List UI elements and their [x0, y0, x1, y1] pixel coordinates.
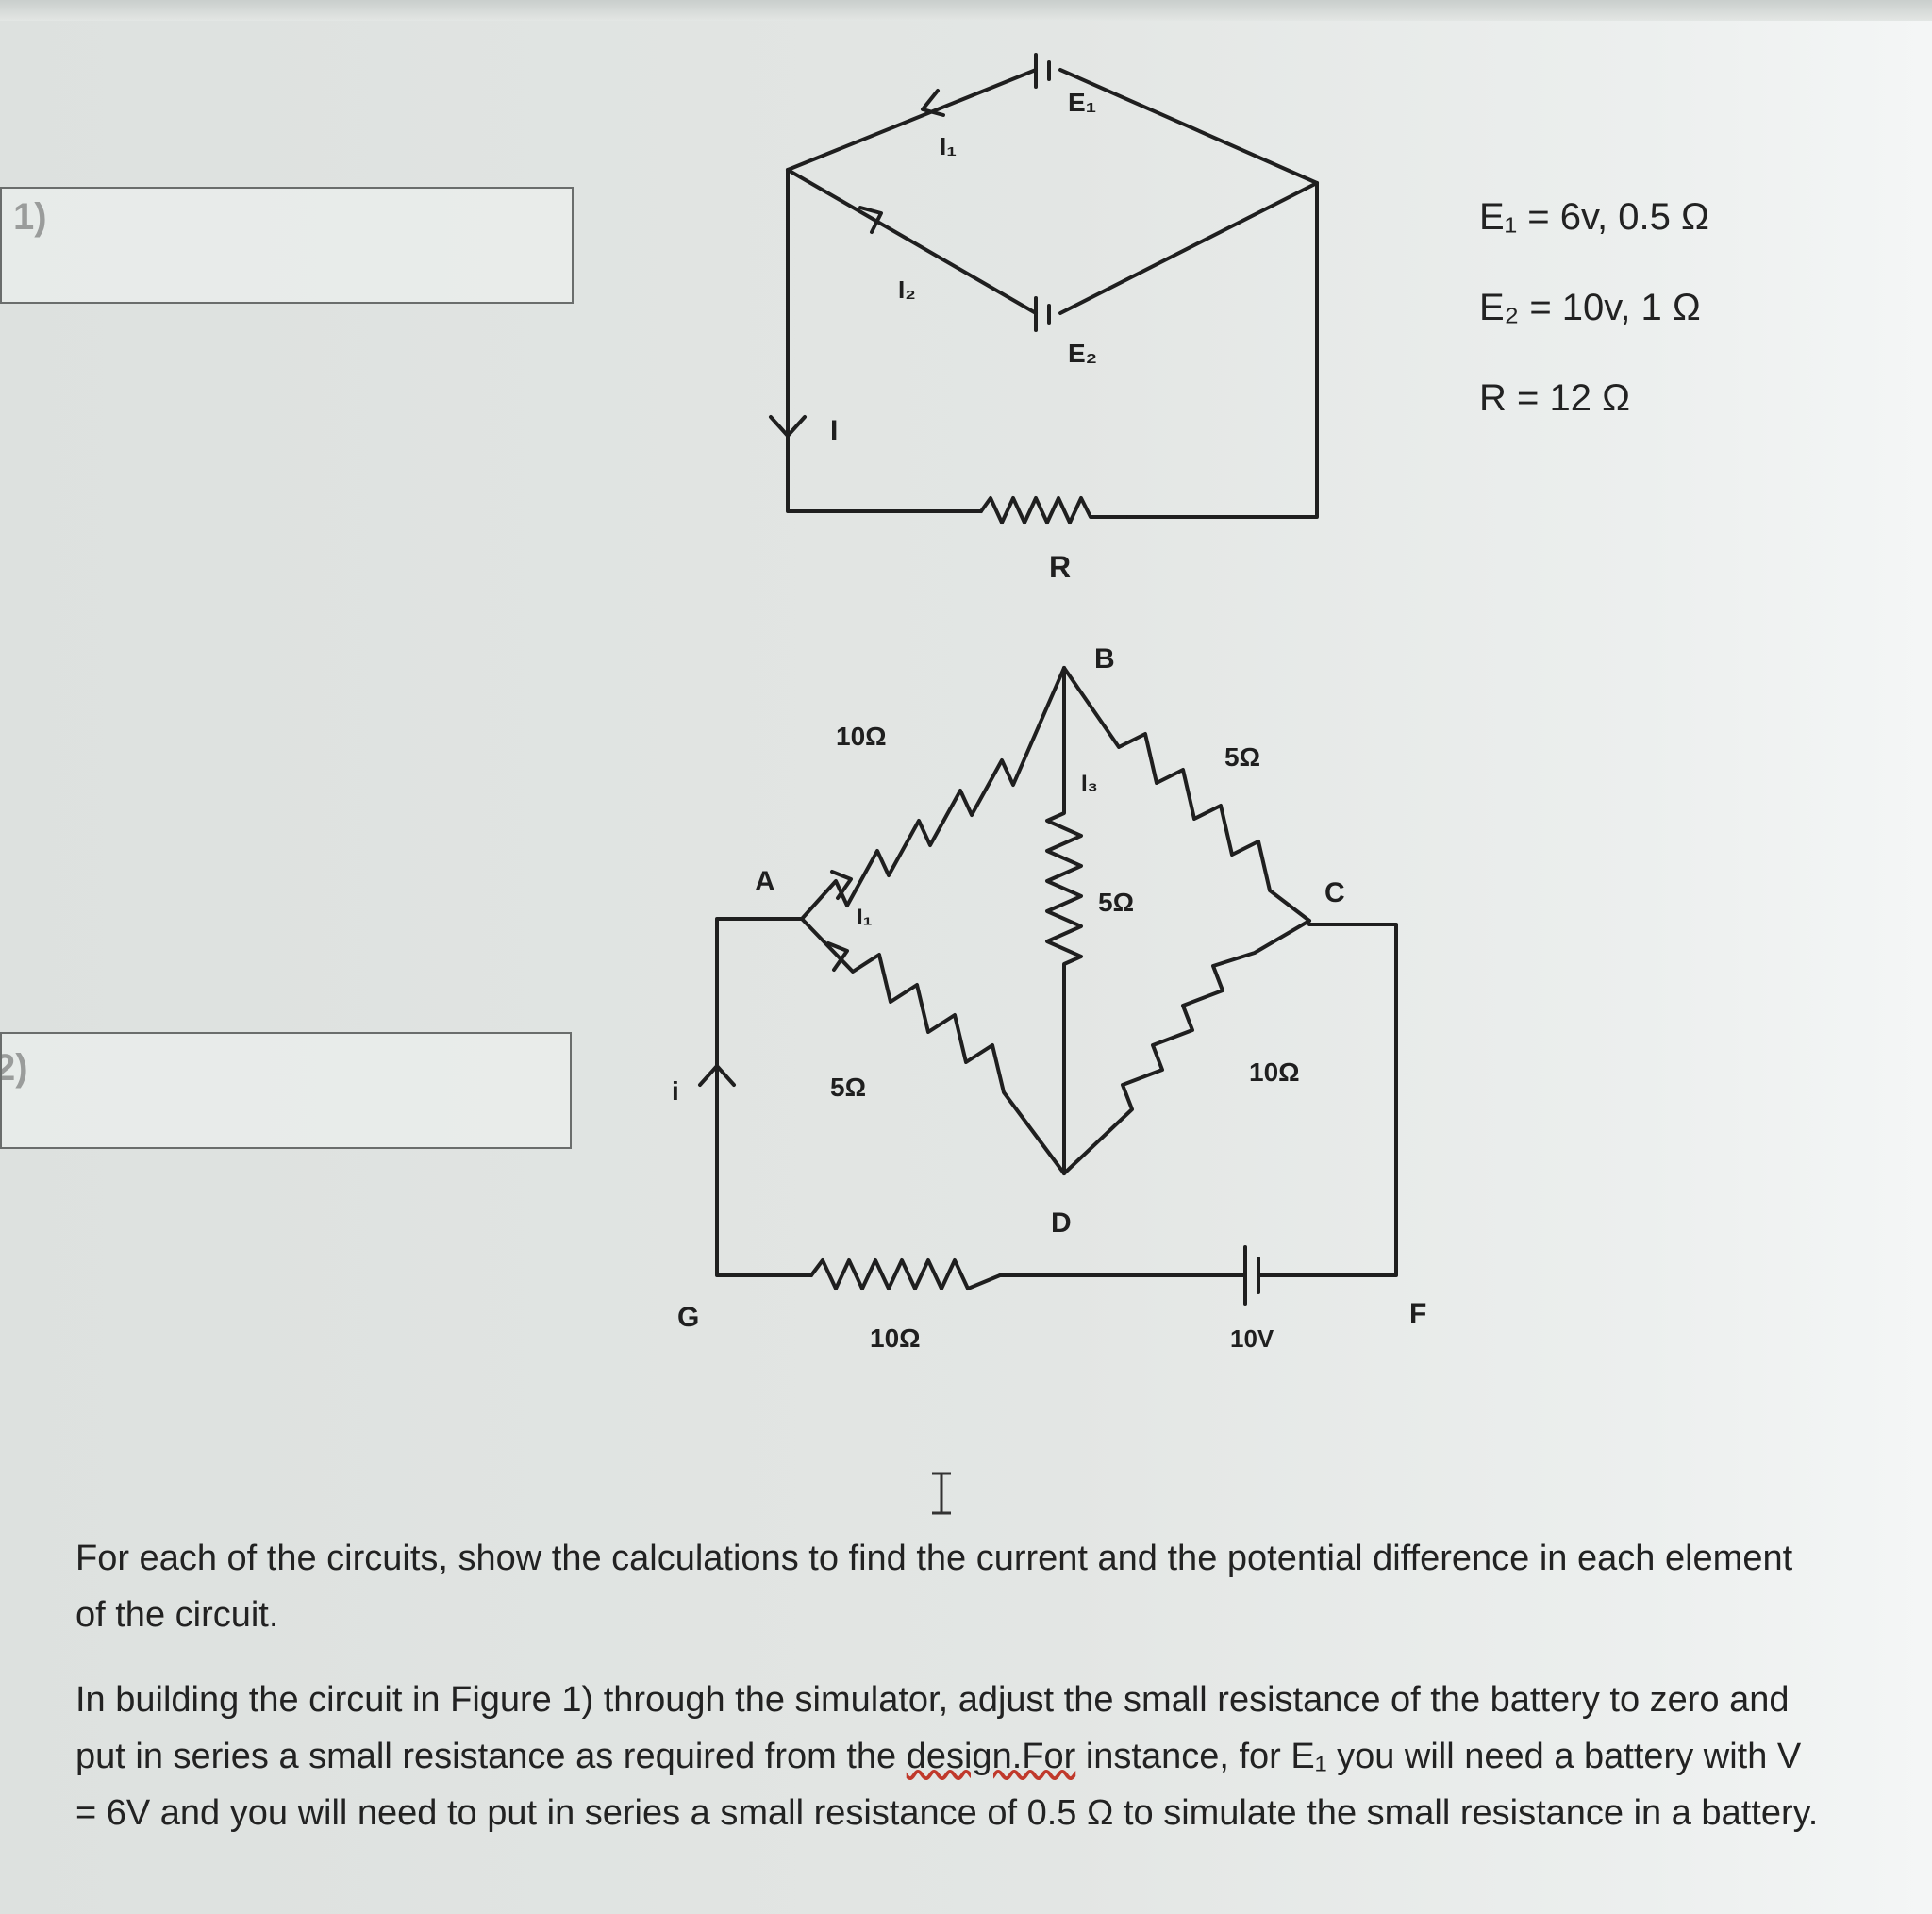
node-b: B — [1094, 643, 1115, 674]
node-g: G — [677, 1302, 700, 1333]
resistor-bd — [1047, 668, 1081, 1173]
resistor-bc — [1064, 668, 1309, 921]
label-e2: E₂ — [1068, 339, 1098, 368]
label-r-ab: 10Ω — [836, 722, 887, 751]
spellcheck-word[interactable]: design.For — [906, 1737, 1076, 1776]
instruction-paragraph-1: For each of the circuits, show the calculations to find the current and the potential difference in each element of the circuit. — [75, 1539, 1793, 1635]
node-f: F — [1409, 1298, 1427, 1329]
instruction-paragraph-2 — [75, 1672, 1830, 1841]
resistor-bottom — [811, 1260, 1000, 1289]
resistor-r — [981, 498, 1128, 523]
wire-right-f — [1258, 924, 1396, 1275]
given-e2: E₂ = 10v, 1 Ω — [1479, 287, 1701, 328]
label-i1: I₁ — [857, 905, 873, 930]
para-2-start: In building the circuit in Figure 1) through the simulator, adjust the small resistance of the battery to zero and put in series a small resistance as required from the — [75, 1680, 1790, 1776]
wire-top-right — [1060, 70, 1317, 183]
given-r: R = 12 Ω — [1479, 377, 1630, 419]
label-r-ad: 5Ω — [830, 1073, 867, 1102]
label-r-dc: 10Ω — [1249, 1057, 1300, 1087]
wire-top-left — [788, 70, 1036, 170]
label-r-bottom: 10Ω — [870, 1323, 921, 1353]
wire-right — [1128, 183, 1317, 517]
figure-1-given-values — [1479, 196, 1709, 420]
label-i: i — [672, 1076, 679, 1106]
node-d: D — [1051, 1207, 1072, 1239]
figure-1-circuit — [771, 55, 1317, 584]
label-r-bd: 5Ω — [1098, 888, 1135, 917]
text-cursor-icon — [932, 1473, 951, 1513]
wire-mid-right — [1060, 183, 1317, 313]
arrow-i1-icon — [923, 91, 943, 115]
figure-2-circuit — [672, 643, 1426, 1353]
resistor-ab — [802, 668, 1064, 919]
node-a: A — [755, 866, 775, 897]
label-i1: I₁ — [940, 132, 957, 160]
wire-left-g — [717, 919, 811, 1275]
label-r: R — [1049, 550, 1072, 584]
label-i2: I₂ — [898, 275, 916, 304]
given-e1: E₁ = 6v, 0.5 Ω — [1479, 196, 1709, 238]
label-i: I — [830, 415, 839, 446]
label-r-bc: 5Ω — [1224, 742, 1261, 772]
para-2-end: instance, for E₁ you will need a battery with V = 6V and you will need to put in series a small resistance of 0.5 Ω to simulate the small resistance in a battery. — [75, 1737, 1819, 1833]
resistor-dc — [1064, 921, 1309, 1173]
node-c: C — [1324, 877, 1345, 908]
label-i3: I₃ — [1081, 771, 1098, 796]
label-battery: 10V — [1230, 1324, 1274, 1353]
label-e1: E₁ — [1068, 88, 1097, 117]
wire-left — [788, 170, 981, 511]
